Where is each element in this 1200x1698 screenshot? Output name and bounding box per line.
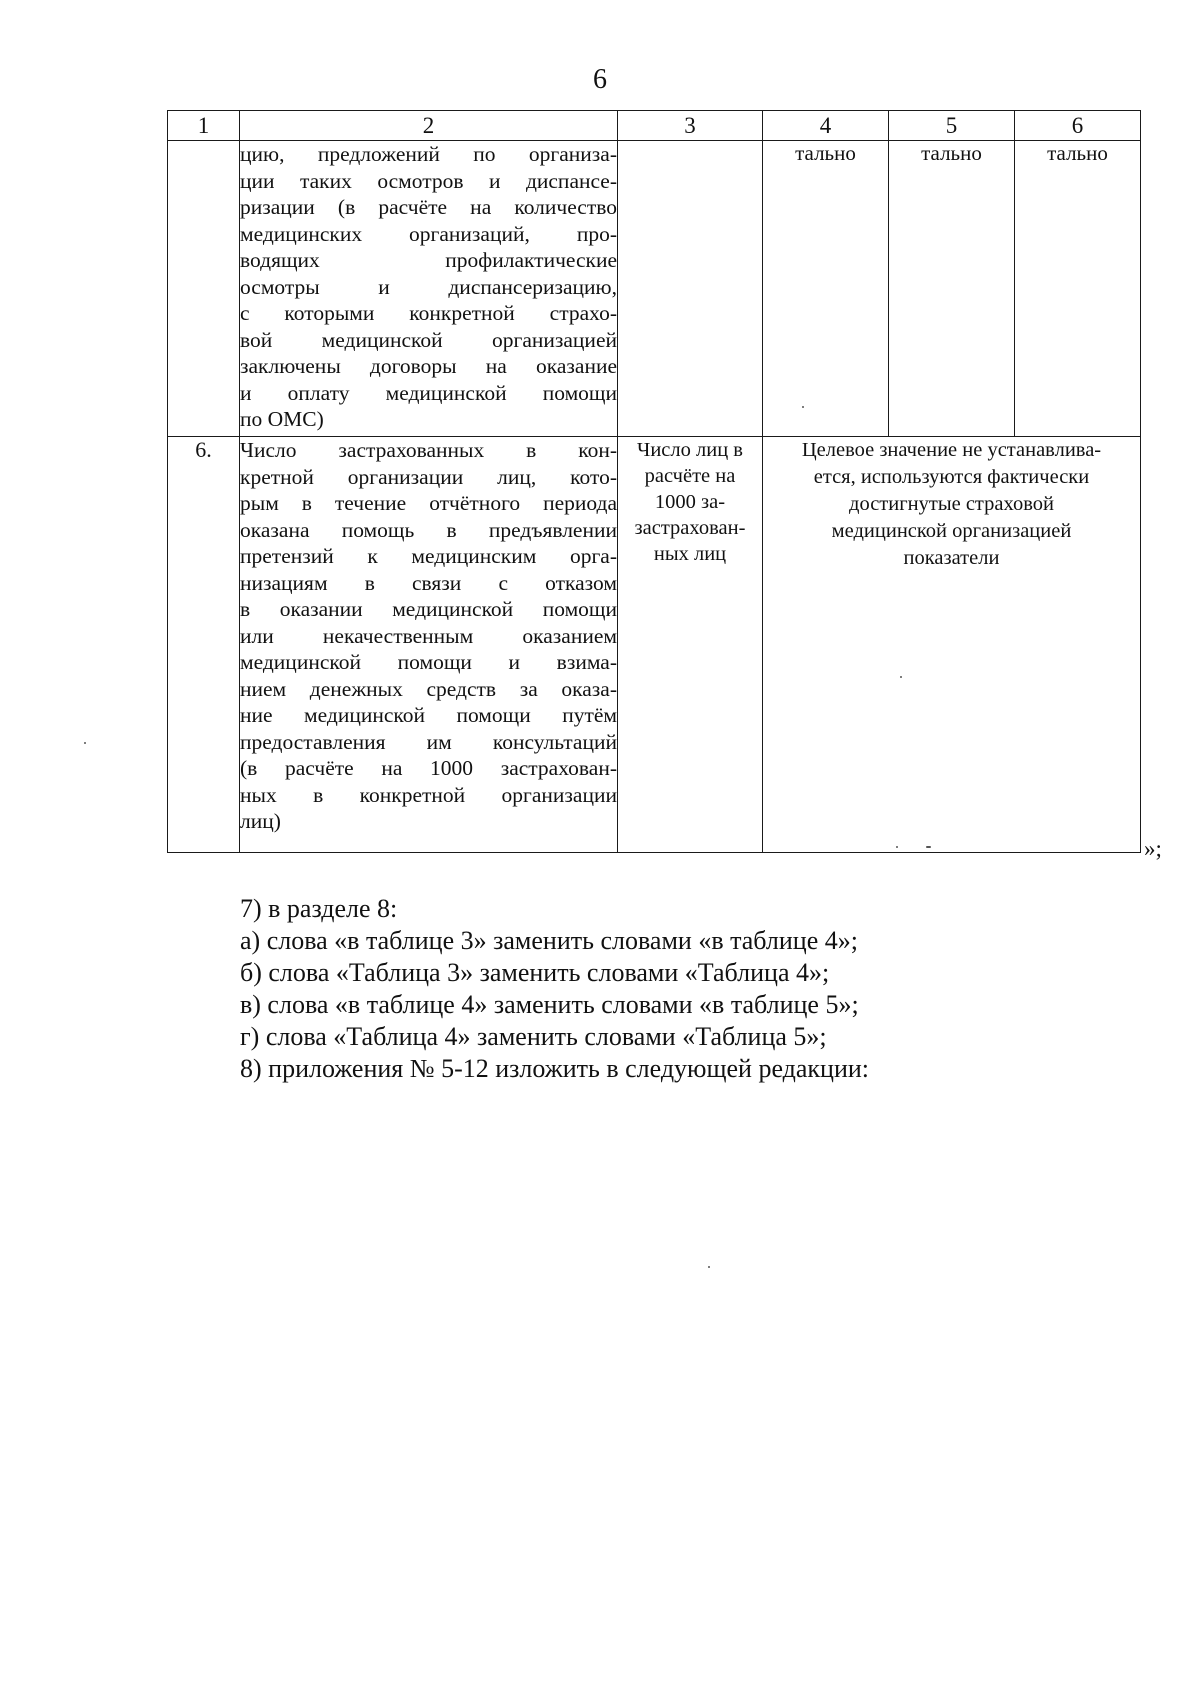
amendment-item: 7) в разделе 8: (240, 894, 398, 923)
unit-line: расчёте на (644, 465, 736, 487)
description-line: низациям в связи с отказом (240, 570, 617, 595)
table-header-row (168, 111, 1141, 141)
description-line: и оплату медицинской помощи (240, 380, 617, 405)
column-header-6: 6 (1015, 111, 1141, 141)
description-line: нием денежных средств за оказа- (240, 676, 617, 701)
description-line: предоставления им консультаций (240, 729, 617, 754)
target-value-cell (763, 437, 1141, 853)
target-line: ется, используются фактически (813, 466, 1090, 488)
description-line: оказана помощь в предъявлении (240, 517, 617, 542)
amendments-list (240, 893, 1140, 1085)
indicator-description-cell (240, 141, 618, 437)
description-line: (в расчёте на 1000 застрахован- (240, 756, 617, 780)
amendment-item: а) слова «в таблице 3» заменить словами «в таблице 4»; (240, 926, 858, 955)
row-number-cell (168, 141, 240, 437)
indicator-description-cell (240, 437, 618, 853)
unit-line: Число лиц в (637, 439, 743, 461)
description-line: водящих профилактические (240, 248, 617, 272)
description-line: вой медицинской организацией (240, 327, 617, 352)
description-line: претензий к медицинским орга- (240, 544, 617, 568)
amendment-item: б) слова «Таблица 3» заменить словами «Таблица 4»; (240, 958, 830, 987)
scan-speck (708, 1266, 710, 1268)
scan-speck (896, 846, 898, 848)
description-line: Число застрахованных в кон- (240, 438, 617, 462)
column-header-1: 1 (168, 111, 240, 141)
target-line: Целевое значение не устанавлива- (801, 439, 1102, 461)
table-row-6 (168, 437, 1141, 853)
unit-cell (618, 141, 763, 437)
unit-line: 1000 за- (654, 491, 726, 513)
column-header-4: 4 (763, 111, 889, 141)
amendment-item: 8) приложения № 5-12 изложить в следующей редакции: (240, 1054, 870, 1083)
indicators-table (167, 110, 1141, 853)
description-line: заключены договоры на оказание (240, 354, 617, 378)
description-line: медицинской помощи и взима- (240, 650, 617, 674)
closing-quote-mark: »; (1144, 836, 1162, 861)
description-line: в оказании медицинской помощи (240, 597, 617, 621)
amendment-item: в) слова «в таблице 4» заменить словами «в таблице 5»; (240, 990, 859, 1019)
table-row-continuation (168, 141, 1141, 437)
description-line: или некачественным оказанием (240, 623, 617, 648)
value-cell-6: тально (1015, 141, 1141, 437)
scan-speck (926, 846, 931, 848)
column-header-5: 5 (889, 111, 1015, 141)
column-header-2: 2 (240, 111, 618, 141)
unit-line: застрахован- (634, 517, 746, 539)
description-line: цию, предложений по организа- (240, 142, 617, 166)
description-line: с которыми конкретной страхо- (240, 301, 617, 325)
description-line: осмотры и диспансеризацию, (240, 274, 617, 299)
column-header-3: 3 (618, 111, 763, 141)
description-line: лиц) (240, 809, 281, 833)
target-line: показатели (903, 547, 1000, 569)
value-cell-5: тально (889, 141, 1015, 437)
description-line: кретной организации лиц, кото- (240, 464, 617, 489)
target-line: достигнутые страховой (849, 493, 1054, 515)
unit-line: ных лиц (653, 543, 727, 565)
description-line: ных в конкретной организации (240, 782, 617, 807)
scan-speck (900, 676, 902, 678)
scan-speck (802, 406, 804, 408)
description-line: ризации (в расчёте на количество (240, 195, 617, 219)
value-cell-4: тально (763, 141, 889, 437)
target-line: медицинской организацией (831, 520, 1072, 542)
description-line: по ОМС) (240, 407, 324, 431)
description-line: медицинских организаций, про- (240, 221, 617, 246)
row-number-cell: 6. (168, 437, 240, 853)
unit-cell (618, 437, 763, 853)
scan-speck (84, 742, 86, 744)
description-line: ние медицинской помощи путём (240, 703, 617, 727)
page-number: 6 (593, 64, 607, 95)
description-line: ции таких осмотров и диспансе- (240, 168, 617, 193)
amendment-item: г) слова «Таблица 4» заменить словами «Таблица 5»; (240, 1022, 827, 1051)
description-line: рым в течение отчётного периода (240, 491, 617, 515)
